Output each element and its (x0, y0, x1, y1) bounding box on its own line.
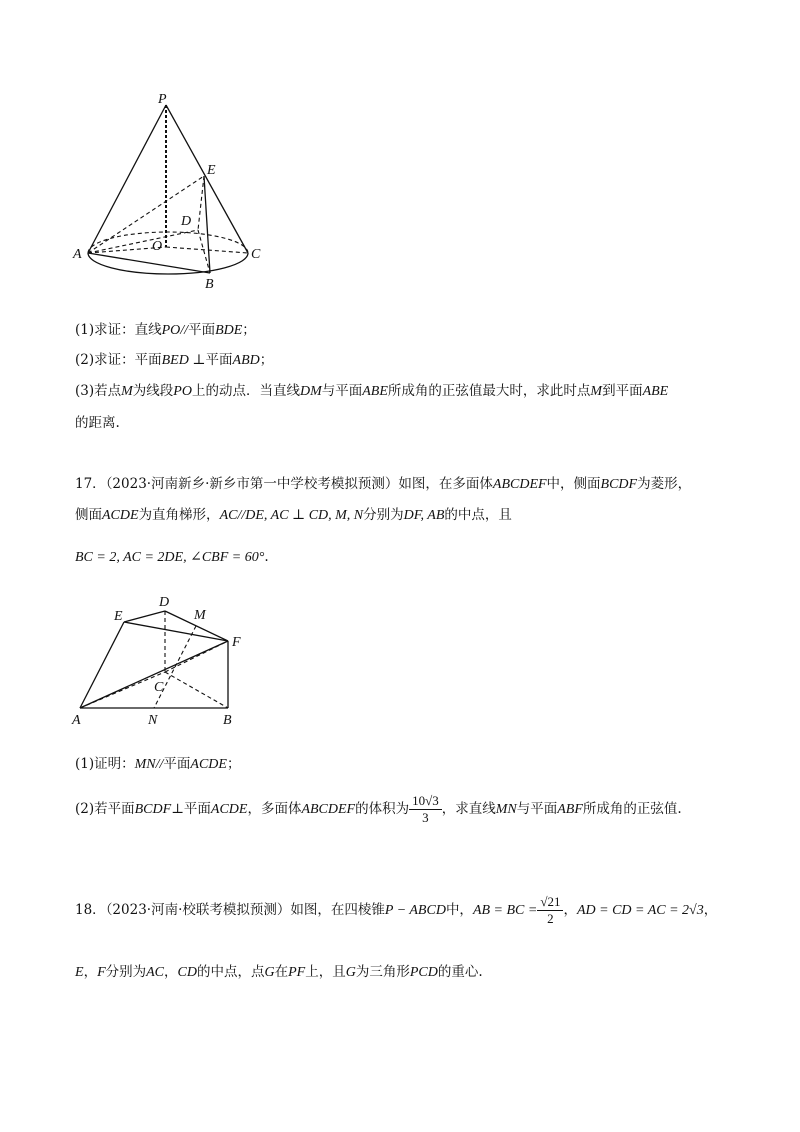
edge-ab (88, 253, 210, 273)
edge-cf (165, 641, 228, 672)
edge-af (80, 641, 228, 708)
q17-stem-line2: 侧面ACDE为直角梯形，AC//DE, AC ⊥ CD, M, N分别为DF, AB的中点，且 (75, 507, 512, 523)
q16-part3: (3)若点M为线段PO上的动点．当直线DM与平面ABE所成角的正弦值最大时，求此时点M到平面ABE (75, 383, 669, 399)
edge-oc (166, 247, 248, 253)
polyhedron-figure (68, 592, 248, 732)
cone-edge-pa (88, 105, 166, 253)
q16-part3-cont: 的距离. (75, 415, 120, 431)
label-a: A (72, 713, 81, 728)
edge-ef (124, 622, 228, 641)
volume-fraction: $\frac{10√3}{3}$ (409, 793, 442, 826)
q18-stem-line2: E，F分别为AC，CD的中点，点G在PF上，且G为三角形PCD的重心. (75, 964, 483, 980)
edge-ad (88, 230, 198, 253)
label-p: P (158, 92, 167, 107)
edge-cb (165, 672, 228, 708)
label-f: F (232, 635, 241, 650)
q17-part2: (2)若平面BCDF⊥平面ACDE，多面体ABCDEF的体积为 $\frac{10√3}{3}$ ，求直线MN与平面ABF所成角的正弦值. (75, 793, 682, 825)
q17-part1: (1)证明：MN//平面ACDE； (75, 756, 241, 772)
label-m: M (194, 608, 206, 623)
edge-ed (198, 176, 204, 230)
label-e: E (114, 609, 123, 624)
label-b: B (223, 713, 232, 728)
cone-figure (70, 90, 270, 295)
q17-stem-line1: 17．（2023·河南新乡·新乡市第一中学校考模拟预测）如图，在多面体ABCDEF中，侧面BCDF为菱形， (75, 476, 692, 492)
edge-mn (154, 626, 196, 708)
label-d: D (181, 214, 192, 229)
q17-conditions: BC = 2, AC = 2DE, ∠CBF = 60°. (75, 549, 269, 565)
base-back-arc (88, 232, 248, 253)
q16-part2: (2)求证：平面BED ⊥平面ABD； (75, 352, 274, 368)
label-o: O (152, 239, 163, 254)
label-c: C (251, 247, 261, 262)
label-n: N (148, 713, 158, 728)
q18-stem-line1: 18．（2023·河南·校联考模拟预测）如图，在四棱锥P − ABCD中，AB = BC = $\frac{√21}{2}$ ，AD = CD = AC = 2√3， (75, 894, 718, 926)
label-d: D (159, 595, 170, 610)
q16-part1: (1)求证：直线PO//平面BDE； (75, 322, 256, 338)
base-front-arc (88, 253, 248, 274)
label-b: B (205, 277, 214, 292)
edge-eb (204, 176, 210, 273)
label-a: A (73, 247, 82, 262)
edge-ae (80, 622, 124, 708)
label-c: C (154, 680, 164, 695)
edge-ed (124, 611, 165, 622)
label-e: E (207, 163, 216, 178)
ab-fraction: $\frac{√21}{2}$ (537, 894, 563, 927)
